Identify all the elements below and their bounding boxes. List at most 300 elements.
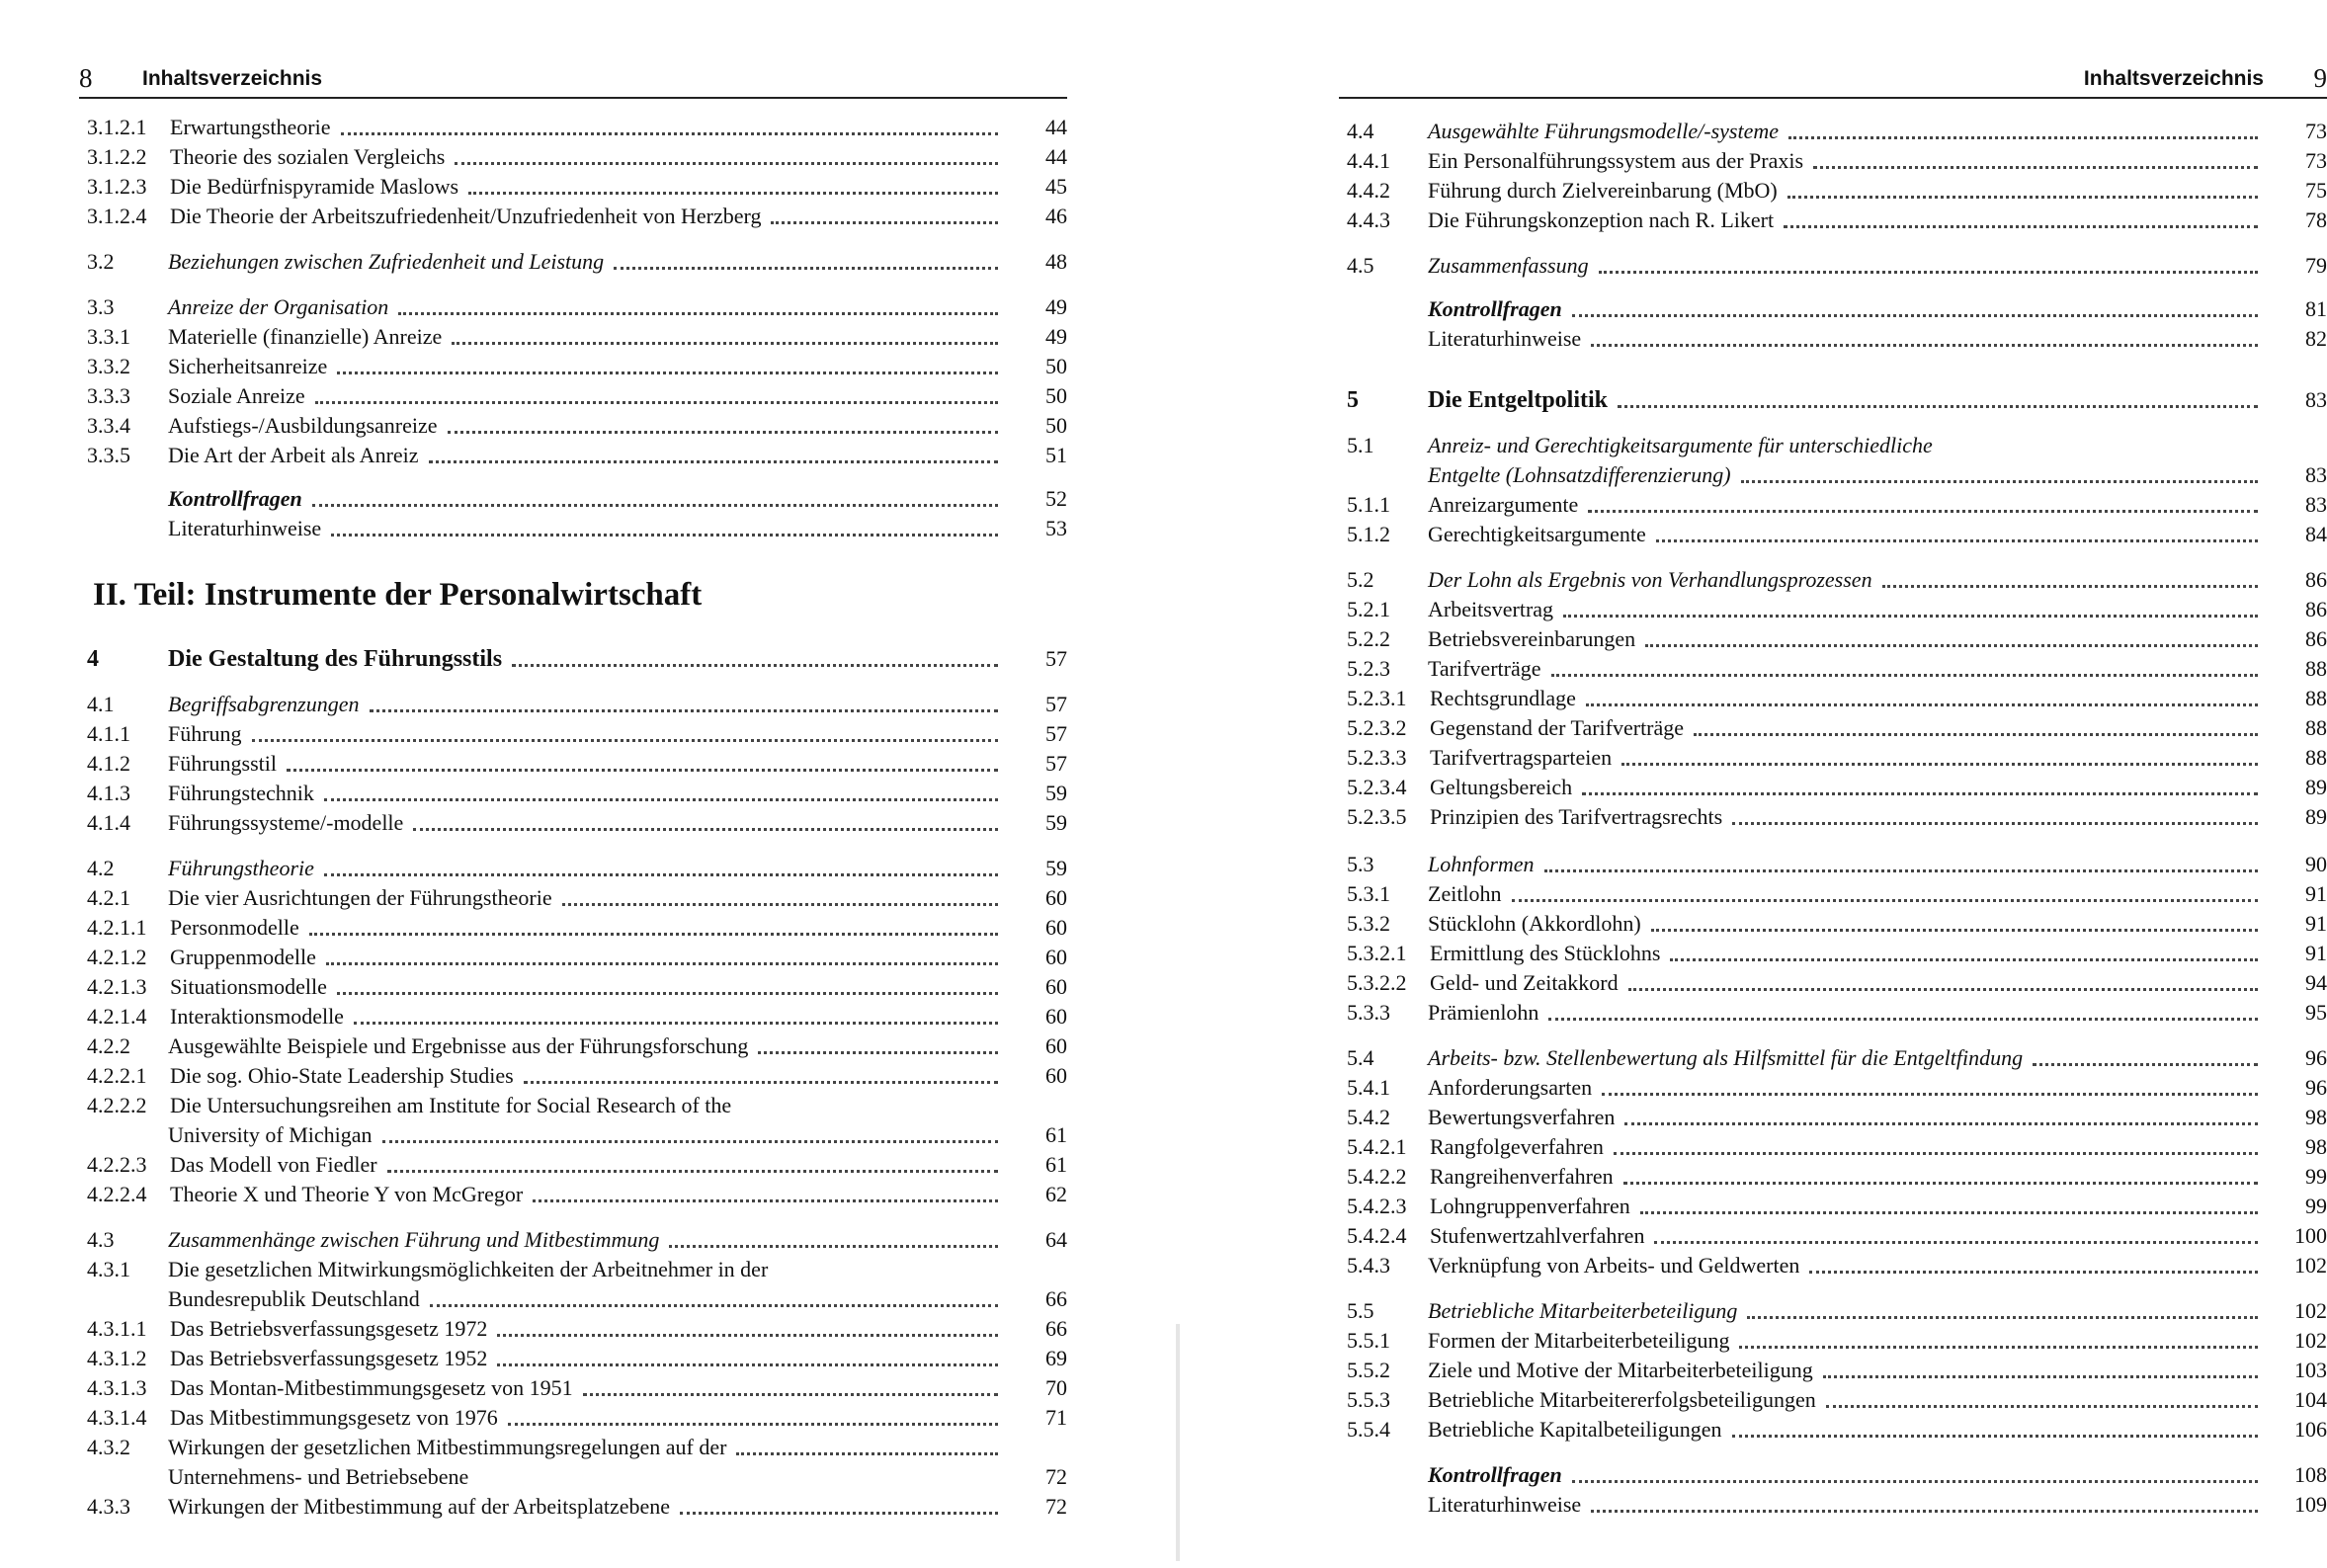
toc-entry	[1339, 743, 2327, 773]
toc-entry-title: Personmodelle	[170, 915, 299, 940]
dot-leader	[1586, 684, 2258, 706]
toc-entry-page: 102	[2294, 1298, 2327, 1323]
toc-entry-number: 5.2.3.1	[1347, 686, 1407, 710]
toc-entry-page: 99	[2305, 1194, 2327, 1218]
toc-entry-title: Kontrollfragen	[168, 486, 302, 511]
toc-entry-number: 3.3.2	[87, 354, 130, 378]
running-header: Inhaltsverzeichnis	[2083, 67, 2264, 90]
toc-entry-number: 5.3.2.1	[1347, 941, 1407, 965]
toc-entry	[79, 749, 1067, 779]
toc-entry	[1339, 939, 2327, 968]
dot-leader	[382, 1120, 998, 1143]
toc-entry-title: Die Theorie der Arbeitszufriedenheit/Unzufriedenheit von Herzberg	[170, 204, 762, 228]
toc-entry-title: Die sog. Ohio-State Leadership Studies	[170, 1063, 514, 1088]
toc-entry-page: 91	[2305, 941, 2327, 965]
toc-entry-page: 78	[2305, 207, 2327, 232]
toc-entry-number: 5.2.3.5	[1347, 804, 1407, 829]
toc-entry	[1339, 460, 2327, 490]
toc-entry-page: 73	[2305, 119, 2327, 143]
toc-entry-page: 50	[1045, 354, 1067, 378]
dot-leader	[512, 644, 998, 667]
dot-leader	[331, 514, 998, 536]
toc-entry-title: Führung durch Zielvereinbarung (MbO)	[1428, 178, 1778, 203]
dot-leader	[1582, 773, 2258, 795]
toc-entry	[79, 779, 1067, 808]
dot-leader	[287, 749, 998, 772]
dot-leader	[455, 142, 998, 165]
toc-entry-number: 5.4.1	[1347, 1075, 1390, 1100]
toc-entry-number: 5.2	[1347, 567, 1374, 592]
toc-entry-title: Anreiz- und Gerechtigkeitsargumente für unterschiedliche	[1428, 433, 1933, 457]
toc-entry-number: 4.1.1	[87, 721, 130, 746]
toc-entry-number: 4.3.2	[87, 1435, 130, 1459]
toc-entry	[1339, 1073, 2327, 1103]
toc-entry-title: Materielle (finanzielle) Anreize	[168, 324, 443, 349]
toc-entry-page: 91	[2305, 881, 2327, 906]
dot-leader	[1813, 146, 2258, 169]
dot-leader	[326, 943, 998, 965]
dot-leader	[1628, 968, 2258, 991]
toc-entry-title: Die Gestaltung des Führungsstils	[168, 646, 503, 672]
toc-entry	[79, 1344, 1067, 1373]
toc-entry-number: 4.2.1	[87, 885, 130, 910]
toc-entry	[1339, 1103, 2327, 1132]
dot-leader	[337, 352, 998, 374]
toc-entry-page: 60	[1045, 945, 1067, 969]
toc-entry-number: 5.4.3	[1347, 1253, 1390, 1278]
toc-entry-title: Die gesetzlichen Mitwirkungsmöglichkeiten der Arbeitnehmer in der	[168, 1257, 769, 1281]
toc-entry-title: Literaturhinweise	[168, 516, 322, 540]
toc-entry	[79, 690, 1067, 719]
dot-leader	[1602, 1073, 2258, 1096]
toc-entry	[1339, 713, 2327, 743]
toc-entry-title: Betriebliche Mitarbeiterbeteiligung	[1428, 1298, 1738, 1323]
toc-entry-page: 98	[2305, 1105, 2327, 1129]
toc-entry-page: 66	[1045, 1286, 1067, 1311]
toc-entry	[1339, 1415, 2327, 1444]
toc-entry-number: 4.2.1.4	[87, 1004, 147, 1029]
left-page-header	[79, 63, 1067, 99]
toc-entry-number: 4.5	[1347, 253, 1374, 278]
toc-entry	[79, 943, 1067, 972]
toc-entry-page: 61	[1045, 1122, 1067, 1147]
toc-entry-page: 72	[1045, 1464, 1067, 1489]
toc-entry-page: 57	[1045, 646, 1067, 671]
toc-entry-title: Anforderungsarten	[1428, 1075, 1593, 1100]
toc-entry-title: Sicherheitsanreize	[168, 354, 328, 378]
toc-entry-title: Das Mitbestimmungsgesetz von 1976	[170, 1405, 498, 1430]
dot-leader	[1732, 802, 2258, 825]
toc-entry	[1339, 251, 2327, 281]
toc-entry-page: 44	[1045, 144, 1067, 169]
toc-entry	[79, 1225, 1067, 1255]
toc-entry-number: 3.3.4	[87, 413, 130, 438]
toc-entry	[79, 1150, 1067, 1180]
toc-entry-page: 83	[2305, 387, 2327, 412]
toc-entry	[1339, 802, 2327, 832]
toc-entry-page: 62	[1045, 1182, 1067, 1206]
toc-entry-number: 5.3.3	[1347, 1000, 1390, 1025]
toc-entry	[79, 1255, 1067, 1284]
toc-entry	[79, 1284, 1067, 1314]
toc-entry	[1339, 1490, 2327, 1520]
dot-leader	[583, 1373, 998, 1396]
toc-entry-page: 49	[1045, 294, 1067, 319]
toc-entry-title: Kontrollfragen	[1428, 1462, 1562, 1487]
toc-entry-number: 4.1	[87, 692, 115, 716]
dot-leader	[1618, 385, 2258, 408]
toc-entry-title: Tarifvertragsparteien	[1430, 745, 1613, 770]
dot-leader	[413, 808, 998, 831]
toc-entry-title: Arbeits- bzw. Stellenbewertung als Hilfsmittel für die Entgeltfindung	[1428, 1045, 2024, 1070]
toc-entry	[1339, 565, 2327, 595]
toc-entry	[1339, 968, 2327, 998]
toc-entry-page: 44	[1045, 115, 1067, 139]
toc-entry	[1339, 684, 2327, 713]
toc-entry	[1339, 850, 2327, 879]
toc-entry-page: 48	[1045, 249, 1067, 274]
toc-entry-number: 5.3.1	[1347, 881, 1390, 906]
toc-entry-title: Die Bedürfnispyramide Maslows	[170, 174, 459, 199]
toc-entry-number: 5.5.1	[1347, 1328, 1390, 1353]
toc-entry-title: Das Montan-Mitbestimmungsgesetz von 1951	[170, 1375, 573, 1400]
toc-entry-title: Literaturhinweise	[1428, 1492, 1582, 1517]
toc-entry-number: 5.1	[1347, 433, 1374, 457]
toc-entry	[1339, 654, 2327, 684]
toc-entry-title: Theorie des sozialen Vergleichs	[170, 144, 446, 169]
toc-entry	[79, 172, 1067, 202]
dot-leader	[1823, 1356, 2258, 1378]
toc-entry-page: 86	[2305, 567, 2327, 592]
dot-leader	[1694, 713, 2258, 736]
dot-leader	[1739, 1326, 2258, 1349]
toc-entry-title: Theorie X und Theorie Y von McGregor	[170, 1182, 524, 1206]
dot-leader	[1624, 1103, 2258, 1125]
right-page	[1339, 0, 2327, 1568]
dot-leader	[680, 1492, 998, 1515]
dot-leader	[324, 779, 998, 801]
toc-entry-page: 79	[2305, 253, 2327, 278]
toc-entry	[1339, 520, 2327, 549]
toc-entry-page: 90	[2305, 852, 2327, 876]
dot-leader	[1572, 1460, 2258, 1483]
toc-entry-number: 5.2.3.3	[1347, 745, 1407, 770]
toc-entry	[1339, 324, 2327, 354]
dot-leader	[1654, 1221, 2258, 1244]
toc-entry-page: 57	[1045, 721, 1067, 746]
toc-entry-page: 53	[1045, 516, 1067, 540]
dot-leader	[1614, 1132, 2258, 1155]
dot-leader	[354, 1002, 998, 1025]
toc-entry	[79, 1002, 1067, 1032]
toc-entry	[1339, 624, 2327, 654]
toc-entry-title: Zusammenfassung	[1428, 253, 1589, 278]
dot-leader	[1621, 743, 2258, 766]
toc-entry	[79, 913, 1067, 943]
toc-entry-page: 52	[1045, 486, 1067, 511]
toc-entry-number: 4.2.1.3	[87, 974, 147, 999]
toc-entry-title: Betriebliche Kapitalbeteiligungen	[1428, 1417, 1722, 1442]
toc-entry-number: 5.3.2.2	[1347, 970, 1407, 995]
toc-entry-page: 75	[2305, 178, 2327, 203]
toc-entry-title: Betriebliche Mitarbeitererfolgsbeteiligungen	[1428, 1387, 1816, 1412]
toc-entry-number: 5.3	[1347, 852, 1374, 876]
toc-entry-number: 3.1.2.2	[87, 144, 147, 169]
toc-entry-page: 98	[2305, 1134, 2327, 1159]
toc-entry-number: 4.2.2.2	[87, 1093, 147, 1117]
toc-entry-title: Betriebsvereinbarungen	[1428, 626, 1636, 651]
toc-entry	[79, 441, 1067, 470]
toc-entry-number: 5	[1347, 387, 1359, 413]
toc-entry-page: 66	[1045, 1316, 1067, 1341]
toc-entry-title: Wirkungen der Mitbestimmung auf der Arbeitsplatzebene	[168, 1494, 671, 1519]
toc-entry	[1339, 206, 2327, 235]
toc-entry-title: Anreizargumente	[1428, 492, 1579, 517]
toc-entry	[1339, 431, 2327, 460]
toc-entry	[1339, 1356, 2327, 1385]
toc-entry-page: 81	[2305, 296, 2327, 321]
toc-entry-title: Zusammenhänge zwischen Führung und Mitbestimmung	[168, 1227, 660, 1252]
toc-entry-title: Geld- und Zeitakkord	[1430, 970, 1619, 995]
dot-leader	[1544, 850, 2258, 872]
toc-entry	[79, 202, 1067, 231]
toc-entry-title: Führungssysteme/-modelle	[168, 810, 404, 835]
dot-leader	[1512, 879, 2258, 902]
toc-entry-title: Rangfolgeverfahren	[1430, 1134, 1604, 1159]
toc-entry-title: Prämienlohn	[1428, 1000, 1539, 1025]
toc-entry-title: Aufstiegs-/Ausbildungsanreize	[168, 413, 438, 438]
toc-entry-page: 84	[2305, 522, 2327, 546]
toc-entry-page: 104	[2294, 1387, 2327, 1412]
toc-entry	[1339, 1385, 2327, 1415]
toc-entry-title: Geltungsbereich	[1430, 775, 1573, 799]
dot-leader	[562, 883, 998, 906]
toc-entry-page: 49	[1045, 324, 1067, 349]
toc-entry-page: 103	[2294, 1358, 2327, 1382]
toc-entry-title: Gruppenmodelle	[170, 945, 316, 969]
toc-entry	[79, 972, 1067, 1002]
toc-entry	[1339, 1460, 2327, 1490]
toc-entry-page: 46	[1045, 204, 1067, 228]
toc-entry	[1339, 117, 2327, 146]
toc-entry	[1339, 1296, 2327, 1326]
dot-leader	[430, 1284, 998, 1307]
toc-entry-title: Unternehmens- und Betriebsebene	[168, 1464, 469, 1489]
dot-leader	[1787, 176, 2258, 199]
toc-entry-title: Erwartungstheorie	[170, 115, 331, 139]
toc-entry-page: 96	[2305, 1045, 2327, 1070]
dot-leader	[312, 484, 998, 507]
toc-entry-number: 5.1.2	[1347, 522, 1390, 546]
toc-entry	[79, 381, 1067, 411]
dot-leader	[1591, 1490, 2258, 1513]
toc-entry-title: Lohngruppenverfahren	[1430, 1194, 1630, 1218]
dot-leader	[1826, 1385, 2258, 1408]
toc-entry-title: Führungsstil	[168, 751, 278, 776]
dot-leader	[468, 172, 998, 195]
toc-entry-title: Stufenwertzahlverfahren	[1430, 1223, 1645, 1248]
dot-leader	[337, 972, 998, 995]
toc-entry	[79, 514, 1067, 543]
toc-entry	[1339, 1251, 2327, 1280]
dot-leader	[1551, 654, 2258, 677]
toc-entry	[1339, 595, 2327, 624]
toc-entry-number: 4.4.2	[1347, 178, 1390, 203]
toc-entry-number: 4.2.1.1	[87, 915, 147, 940]
toc-entry-page: 88	[2305, 745, 2327, 770]
toc-entry-title: Führung	[168, 721, 242, 746]
toc-entry-page: 45	[1045, 174, 1067, 199]
toc-entry-page: 102	[2294, 1328, 2327, 1353]
toc-entry-number: 5.5.4	[1347, 1417, 1390, 1442]
toc-entry-title: Soziale Anreize	[168, 383, 305, 408]
toc-entry-title: Situationsmodelle	[170, 974, 327, 999]
toc-entry-title: Kontrollfragen	[1428, 296, 1562, 321]
toc-entry-page: 100	[2294, 1223, 2327, 1248]
toc-entry-title: Gegenstand der Tarifverträge	[1430, 715, 1685, 740]
toc-entry-page: 102	[2294, 1253, 2327, 1278]
toc-entry-title: Das Modell von Fiedler	[170, 1152, 377, 1177]
toc-entry	[79, 644, 1067, 674]
running-header: Inhaltsverzeichnis	[142, 67, 323, 90]
toc-entry-page: 91	[2305, 911, 2327, 936]
toc-entry-page: 99	[2305, 1164, 2327, 1189]
toc-entry-title: Anreize der Organisation	[168, 294, 389, 319]
toc-entry-title: Stücklohn (Akkordlohn)	[1428, 911, 1641, 936]
toc-entry-number: 3.3.1	[87, 324, 130, 349]
toc-entry	[79, 1314, 1067, 1344]
toc-entry-number: 4.1.3	[87, 781, 130, 805]
toc-entry	[79, 322, 1067, 352]
dot-leader	[1656, 520, 2258, 542]
dot-leader	[533, 1180, 998, 1202]
toc-entry-title: Die Untersuchungsreihen am Institute for Social Research of the	[170, 1093, 732, 1117]
toc-entry	[1339, 385, 2327, 415]
toc-entry-page: 72	[1045, 1494, 1067, 1519]
toc-entry-number: 4.1.2	[87, 751, 130, 776]
toc-entry-page: 64	[1045, 1227, 1067, 1252]
toc-entry	[1339, 1132, 2327, 1162]
toc-entry	[1339, 1043, 2327, 1073]
toc-entry-number: 4.3.1	[87, 1257, 130, 1281]
toc-entry-page: 57	[1045, 751, 1067, 776]
dot-leader	[1640, 1192, 2258, 1214]
toc-entry	[1339, 490, 2327, 520]
part-title: II. Teil: Instrumente der Personalwirtschaft	[93, 577, 703, 613]
toc-entry-title: Literaturhinweise	[1428, 326, 1582, 351]
toc-entry	[79, 1403, 1067, 1433]
toc-entry	[79, 142, 1067, 172]
dot-leader	[1784, 206, 2258, 228]
toc-entry-title: Das Betriebsverfassungsgesetz 1952	[170, 1346, 488, 1370]
dot-leader	[1572, 294, 2258, 317]
toc-entry-title: Ziele und Motive der Mitarbeiterbeteiligung	[1428, 1358, 1813, 1382]
toc-entry-number: 4.3.1.3	[87, 1375, 147, 1400]
toc-entry-number: 4.2.2.1	[87, 1063, 147, 1088]
toc-entry-title: Prinzipien des Tarifvertragsrechts	[1430, 804, 1723, 829]
toc-entry-page: 69	[1045, 1346, 1067, 1370]
dot-leader	[429, 441, 998, 463]
toc-entry-number: 5.4.2.3	[1347, 1194, 1407, 1218]
toc-entry-page: 82	[2305, 326, 2327, 351]
toc-entry-page: 60	[1045, 1004, 1067, 1029]
book-gutter	[1176, 1324, 1180, 1561]
toc-entry	[79, 808, 1067, 838]
toc-entry-number: 5.2.3.4	[1347, 775, 1407, 799]
toc-entry-title: Gerechtigkeitsargumente	[1428, 522, 1646, 546]
toc-entry-page: 89	[2305, 775, 2327, 799]
dot-leader	[669, 1225, 998, 1248]
dot-leader	[1591, 324, 2258, 347]
toc-entry-page: 60	[1045, 1063, 1067, 1088]
toc-entry-title: Arbeitsvertrag	[1428, 597, 1554, 621]
dot-leader	[398, 292, 998, 315]
toc-entry-title: Führungstechnik	[168, 781, 314, 805]
dot-leader	[1563, 595, 2258, 618]
toc-entry-page: 94	[2305, 970, 2327, 995]
toc-entry-page: 61	[1045, 1152, 1067, 1177]
toc-entry-page: 89	[2305, 804, 2327, 829]
toc-entry-number: 4.3	[87, 1227, 115, 1252]
left-page	[79, 0, 1067, 1568]
toc-entry-title: Rangreihenverfahren	[1430, 1164, 1614, 1189]
toc-entry-page: 88	[2305, 715, 2327, 740]
toc-entry-page: 50	[1045, 383, 1067, 408]
toc-entry-page: 86	[2305, 597, 2327, 621]
dot-leader	[452, 322, 998, 345]
toc-entry	[1339, 1162, 2327, 1192]
right-page-header	[1339, 63, 2327, 99]
dot-leader	[370, 690, 998, 712]
toc-entry-page: 83	[2305, 462, 2327, 487]
toc-entry-number: 5.1.1	[1347, 492, 1390, 517]
toc-entry-title: Formen der Mitarbeiterbeteiligung	[1428, 1328, 1730, 1353]
toc-entry	[79, 1180, 1067, 1209]
toc-entry	[1339, 909, 2327, 939]
toc-entry-number: 4.2.2.3	[87, 1152, 147, 1177]
dot-leader	[1747, 1296, 2258, 1319]
toc-entry-page: 96	[2305, 1075, 2327, 1100]
toc-entry	[79, 411, 1067, 441]
dot-leader	[1670, 939, 2258, 961]
toc-entry-title: Führungstheorie	[168, 856, 314, 880]
dot-leader	[309, 913, 998, 936]
toc-entry-page: 60	[1045, 915, 1067, 940]
toc-entry-number: 5.2.3.2	[1347, 715, 1407, 740]
toc-entry	[79, 113, 1067, 142]
dot-leader	[387, 1150, 998, 1173]
toc-entry-number: 3.3	[87, 294, 115, 319]
toc-entry	[79, 352, 1067, 381]
dot-leader	[524, 1061, 998, 1084]
toc-entry-title: Die Art der Arbeit als Anreiz	[168, 443, 419, 467]
dot-leader	[1645, 624, 2258, 647]
dot-leader	[771, 202, 998, 224]
toc-entry-number: 5.4.2.4	[1347, 1223, 1407, 1248]
toc-entry-title: Interaktionsmodelle	[170, 1004, 344, 1029]
toc-entry-number: 5.5	[1347, 1298, 1374, 1323]
dot-leader	[1732, 1415, 2258, 1438]
toc-entry-page: 60	[1045, 974, 1067, 999]
toc-entry-title: Begriffsabgrenzungen	[168, 692, 360, 716]
page-number: 9	[2313, 63, 2327, 93]
toc-entry-title: Die Führungskonzeption nach R. Likert	[1428, 207, 1775, 232]
toc-entry-number: 5.4.2	[1347, 1105, 1390, 1129]
toc-entry-title: Das Betriebsverfassungsgesetz 1972	[170, 1316, 488, 1341]
dot-leader	[1599, 251, 2258, 274]
toc-entry-number: 4.4	[1347, 119, 1374, 143]
toc-entry-number: 5.5.3	[1347, 1387, 1390, 1412]
